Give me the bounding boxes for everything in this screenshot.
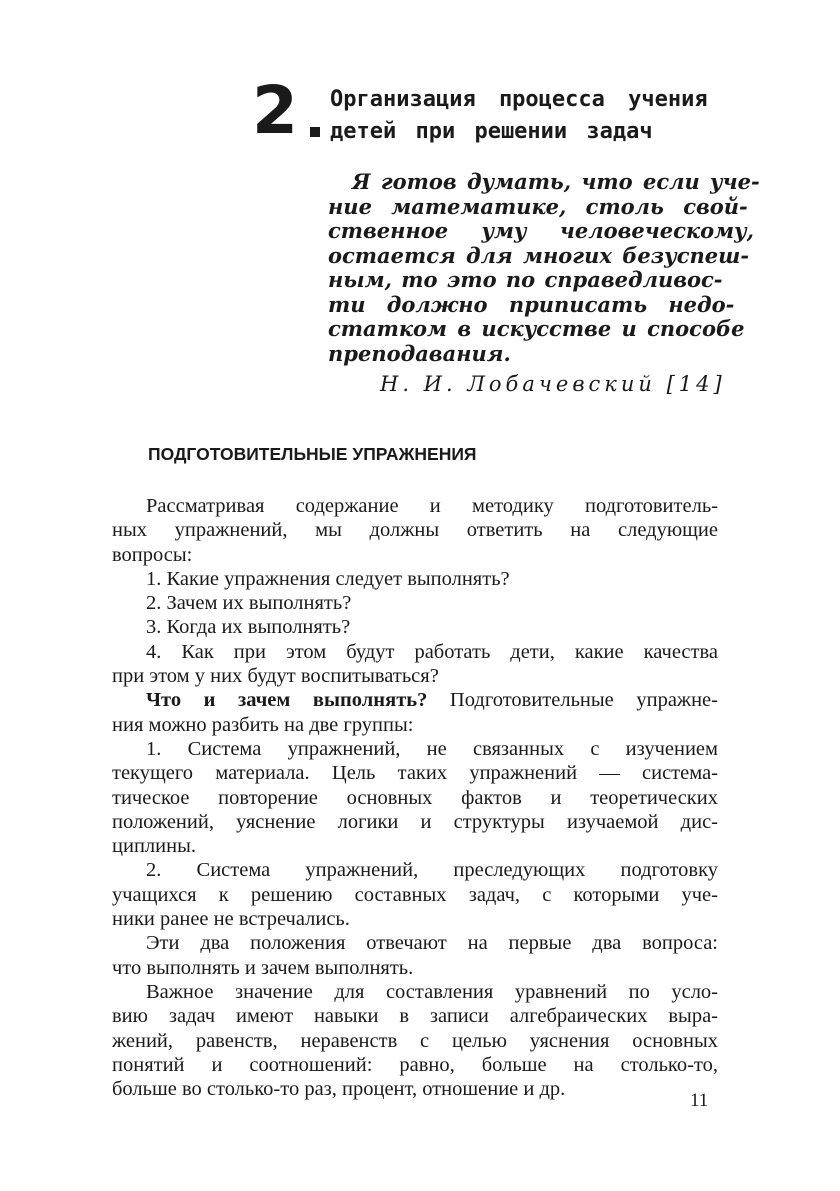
chapter-title-line: детей при решении задач	[330, 119, 653, 144]
text-line: ния можно разбить на две группы:	[112, 713, 414, 736]
text-line	[112, 688, 718, 712]
question-item: при этом у них будут воспитываться?	[112, 665, 439, 688]
text-line: ных упражнений, мы должны ответить на следующие	[112, 519, 718, 542]
text-line: учащихся к решению составных задач, с которыми уче-	[112, 883, 718, 906]
text-line: 1. Система упражнений, не связанных с изучением	[146, 737, 718, 760]
text-line: положений, уяснение логики и структуры изучаемой дис-	[112, 810, 718, 833]
run-in-heading: Что и зачем выполнять?	[146, 689, 428, 712]
question-item: 2. Зачем их выполнять?	[146, 592, 352, 615]
text-line: 2. Система упражнений, преследующих подготовку	[146, 859, 718, 882]
epigraph-line: статком в искусстве и способе	[328, 316, 745, 341]
text-line: циплины.	[112, 835, 196, 858]
epigraph-line: остается для многих безуспеш-	[328, 242, 750, 268]
epigraph-line: ным, то это по справедливос-	[328, 267, 723, 292]
epigraph-line: ние математике, столь свой-	[328, 193, 748, 219]
body-text	[112, 494, 718, 1101]
text-line: Эти два положения отвечают на первые два вопроса:	[146, 932, 718, 955]
question-item: 4. Как при этом будут работать дети, какие качества	[146, 640, 718, 663]
text-line: что выполнять и зачем выполнять.	[112, 956, 414, 979]
text-line: Важное значение для составления уравнений по усло-	[146, 980, 718, 1003]
text-line: текущего материала. Цель таких упражнений — система-	[112, 762, 718, 785]
text-line: больше во столько-то раз, процент, отношение и др.	[112, 1078, 566, 1101]
text-run: Подготовительные упражне-	[427, 689, 718, 712]
epigraph-line: ти должно приписать недо-	[328, 291, 735, 317]
page-number: 11	[690, 1090, 709, 1111]
text-line: жений, равенств, неравенств с целью уяснения основных	[112, 1029, 718, 1052]
epigraph-line: Я готов думать, что если уче-	[352, 169, 760, 194]
question-item: 1. Какие упражнения следует выполнять?	[146, 567, 510, 590]
chapter-title-line: Организация процесса учения	[330, 87, 708, 112]
epigraph-line: ственное уму человеческому,	[328, 218, 754, 243]
question-item: 3. Когда их выполнять?	[146, 616, 351, 639]
text-line: вопросы:	[112, 543, 193, 566]
chapter-number-dot	[310, 127, 320, 137]
section-heading: ПОДГОТОВИТЕЛЬНЫЕ УПРАЖНЕНИЯ	[148, 444, 477, 464]
text-line: понятий и соотношений: равно, больше на столько-то,	[112, 1053, 718, 1076]
text-line: тическое повторение основных фактов и теоретических	[112, 786, 718, 809]
text-line: ники ранее не встречались.	[112, 908, 350, 931]
text-line: вию задач имеют навыки в записи алгебраических выра-	[112, 1005, 718, 1028]
epigraph-line: преподавания.	[328, 340, 511, 366]
epigraph-author: Н. И. Лобачевский [14]	[380, 372, 726, 396]
chapter-number: 2	[252, 72, 296, 149]
epigraph	[328, 169, 760, 366]
text-line: Рассматривая содержание и методику подготовитель-	[146, 495, 718, 517]
chapter-title	[330, 84, 730, 148]
